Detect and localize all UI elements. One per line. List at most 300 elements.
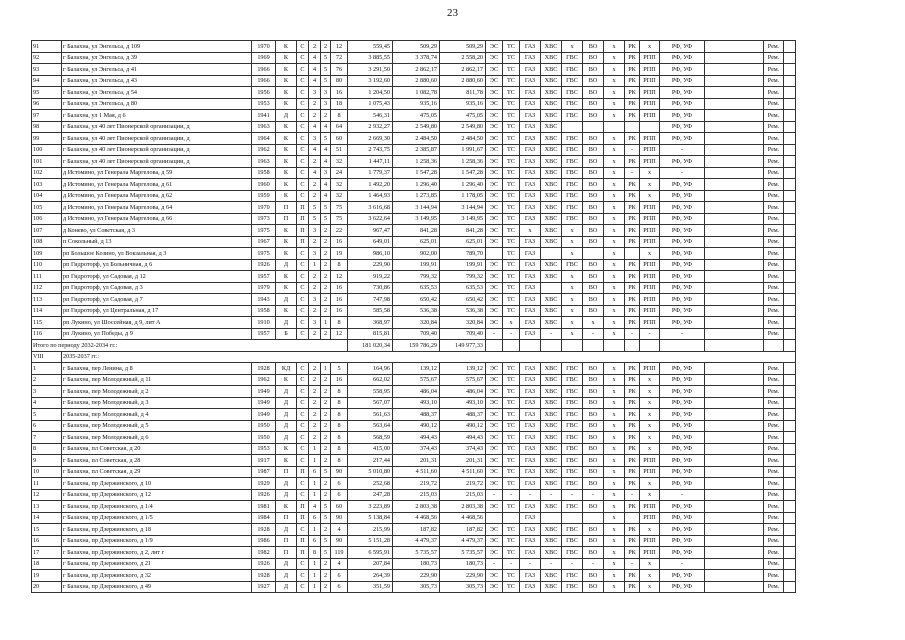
table-row bbox=[32, 75, 796, 87]
area-living-cell: 180,73 bbox=[393, 558, 440, 570]
empty-cell bbox=[705, 397, 764, 409]
area-residential-cell: 3 144,94 bbox=[440, 202, 486, 214]
utility-cell: ВО bbox=[583, 144, 604, 156]
utility-cell: ТС bbox=[503, 524, 520, 536]
utility-cell: ЭС bbox=[486, 75, 503, 87]
utility-cell: ТС bbox=[503, 570, 520, 582]
apartments-cell: 8 bbox=[331, 397, 348, 409]
utility-cell: РПП bbox=[640, 202, 660, 214]
apartments-cell: 8 bbox=[331, 409, 348, 421]
year-cell: 1926 bbox=[252, 489, 276, 501]
table-row bbox=[32, 386, 796, 398]
address-cell: г Балахна, ул Энгельса, д 54 bbox=[62, 87, 252, 99]
total-area-residential: 149 977,33 bbox=[440, 340, 486, 352]
utility-cell: ВО bbox=[583, 535, 604, 547]
area-total-cell: 5 010,80 bbox=[348, 466, 393, 478]
utility-cell: - bbox=[520, 558, 541, 570]
address-cell: г Балахна, пр Дзержинского, д 2, лит г bbox=[62, 547, 252, 559]
address-cell: д Истомино, ул Генерала Маргелова, д 61 bbox=[62, 179, 252, 191]
total-area-total: 181 020,34 bbox=[348, 340, 393, 352]
utility-cell: ГАЗ bbox=[520, 144, 541, 156]
area-total-cell: 2 932,27 bbox=[348, 121, 393, 133]
utility-cell: ГАЗ bbox=[520, 512, 541, 524]
entrances-cell: 2 bbox=[321, 282, 331, 294]
empty-cell bbox=[705, 455, 764, 467]
utility-cell: РК bbox=[625, 87, 640, 99]
utility-cell: х bbox=[640, 478, 660, 490]
utility-cell: х bbox=[604, 190, 625, 202]
empty-cell bbox=[705, 547, 764, 559]
utility-cell: ГАЗ bbox=[520, 305, 541, 317]
apartments-cell: 12 bbox=[331, 328, 348, 340]
material-cell: К bbox=[276, 156, 297, 168]
table-row bbox=[32, 225, 796, 237]
floors-cell: 5 bbox=[309, 213, 321, 225]
area-living-cell: 509,29 bbox=[393, 41, 440, 53]
area-residential-cell: 2 880,60 bbox=[440, 75, 486, 87]
apartments-cell: 18 bbox=[331, 98, 348, 110]
area-residential-cell: 4 479,37 bbox=[440, 535, 486, 547]
utility-cell: ГВС bbox=[562, 374, 583, 386]
row-number: 4 bbox=[32, 397, 62, 409]
utility-cell: ВО bbox=[583, 259, 604, 271]
year-cell: 1975 bbox=[252, 225, 276, 237]
apartments-cell: 8 bbox=[331, 259, 348, 271]
utility-cell: РК bbox=[625, 535, 640, 547]
apartments-cell: 4 bbox=[331, 524, 348, 536]
area-living-cell: 139,12 bbox=[393, 363, 440, 375]
area-residential-cell: 536,38 bbox=[440, 305, 486, 317]
entrances-cell: 1 bbox=[321, 363, 331, 375]
utility-cell: ГАЗ bbox=[520, 581, 541, 593]
apartments-cell: 72 bbox=[331, 52, 348, 64]
utility-cell: х bbox=[604, 397, 625, 409]
table-row bbox=[32, 558, 796, 570]
utility-cell: ТС bbox=[503, 236, 520, 248]
floors-cell: 2 bbox=[309, 374, 321, 386]
utility-cell: РПП bbox=[640, 64, 660, 76]
utility-cell: ГВС bbox=[562, 98, 583, 110]
material-cell: К bbox=[276, 64, 297, 76]
area-residential-cell: 490,12 bbox=[440, 420, 486, 432]
table-row bbox=[32, 133, 796, 145]
area-total-cell: 3 291,50 bbox=[348, 64, 393, 76]
utility-cell: ЭС bbox=[486, 420, 503, 432]
apartments-cell: 19 bbox=[331, 248, 348, 260]
utility-cell: ТС bbox=[503, 547, 520, 559]
area-residential-cell: 494,43 bbox=[440, 432, 486, 444]
year-cell: 1928 bbox=[252, 570, 276, 582]
year-cell: 1963 bbox=[252, 156, 276, 168]
address-cell: г Балахна, пер Ленина, д 8 bbox=[62, 363, 252, 375]
address-cell: г Балахна, ул 40 лет Пионерской организации, д bbox=[62, 133, 252, 145]
utility-cell: ГВС bbox=[562, 443, 583, 455]
utility-cell: ВО bbox=[583, 501, 604, 513]
utility-cell: ГВС bbox=[562, 581, 583, 593]
empty-cell bbox=[705, 75, 764, 87]
utility-cell: ЭС bbox=[486, 501, 503, 513]
entrances-cell: 3 bbox=[321, 87, 331, 99]
utility-cell: - bbox=[660, 144, 705, 156]
area-residential-cell: 493,10 bbox=[440, 397, 486, 409]
address-cell: рп Лукино, ул Победы, д 9 bbox=[62, 328, 252, 340]
utility-cell: ЭС bbox=[486, 144, 503, 156]
table-row bbox=[32, 41, 796, 53]
entrances-cell: 2 bbox=[321, 110, 331, 122]
empty-cell bbox=[705, 294, 764, 306]
utility-cell: ЭС bbox=[486, 547, 503, 559]
empty-cell bbox=[705, 271, 764, 283]
utility-cell: РФ, УФ bbox=[660, 409, 705, 421]
table-row bbox=[32, 432, 796, 444]
address-cell: г Балахна, пер Молодежный, д 4 bbox=[62, 409, 252, 421]
utility-cell: РК bbox=[625, 190, 640, 202]
row-number: 109 bbox=[32, 248, 62, 260]
empty-cell bbox=[784, 236, 796, 248]
utility-cell: ХВС bbox=[541, 75, 562, 87]
empty-cell bbox=[784, 294, 796, 306]
repair-type-cell: Рем. bbox=[764, 466, 784, 478]
repair-type-cell: Рем. bbox=[764, 455, 784, 467]
utility-cell: ГВС bbox=[562, 64, 583, 76]
entrances-cell: 2 bbox=[321, 41, 331, 53]
year-cell: 1966 bbox=[252, 75, 276, 87]
empty-cell bbox=[784, 213, 796, 225]
apartments-cell: 6 bbox=[331, 570, 348, 582]
utility-cell: ЭС bbox=[486, 64, 503, 76]
address-cell: г Балахна, пер Молодежный, д 3 bbox=[62, 397, 252, 409]
entrances-cell: 2 bbox=[321, 225, 331, 237]
utility-cell: ТС bbox=[503, 443, 520, 455]
utility-cell: - bbox=[503, 558, 520, 570]
area-total-cell: 986,10 bbox=[348, 248, 393, 260]
area-total-cell: 2 743,75 bbox=[348, 144, 393, 156]
area-total-cell: 1 464,93 bbox=[348, 190, 393, 202]
utility-cell: РФ, УФ bbox=[660, 294, 705, 306]
material-cell: Д bbox=[276, 558, 297, 570]
address-cell: г Балахна, пр Дзержинского, д 1/5 bbox=[62, 512, 252, 524]
utility-cell: ГАЗ bbox=[520, 374, 541, 386]
material-cell: Д bbox=[276, 397, 297, 409]
utility-cell: ГВС bbox=[562, 466, 583, 478]
utility-cell: ВО bbox=[583, 294, 604, 306]
area-residential-cell: 305,73 bbox=[440, 581, 486, 593]
utility-cell: х bbox=[604, 581, 625, 593]
apartments-cell: 75 bbox=[331, 202, 348, 214]
row-number: 115 bbox=[32, 317, 62, 329]
entrances-cell: 2 bbox=[321, 305, 331, 317]
utility-cell: ТС bbox=[503, 225, 520, 237]
apartments-cell: 60 bbox=[331, 133, 348, 145]
area-living-cell: 201,31 bbox=[393, 455, 440, 467]
area-total-cell: 1 779,37 bbox=[348, 167, 393, 179]
floors-cell: 2 bbox=[309, 156, 321, 168]
year-cell: 1929 bbox=[252, 478, 276, 490]
utility-cell: х bbox=[583, 317, 604, 329]
utility-cell: РФ, УФ bbox=[660, 213, 705, 225]
utility-cell: ВО bbox=[583, 133, 604, 145]
floors-cell: 2 bbox=[309, 386, 321, 398]
area-residential-cell: 2 549,80 bbox=[440, 121, 486, 133]
wall-cell: П bbox=[297, 236, 309, 248]
material-cell: К bbox=[276, 282, 297, 294]
apartments-cell: 8 bbox=[331, 386, 348, 398]
total-area-living: 159 786,29 bbox=[393, 340, 440, 352]
utility-cell: ХВС bbox=[541, 121, 562, 133]
wall-cell: С bbox=[297, 271, 309, 283]
apartments-cell: 32 bbox=[331, 190, 348, 202]
utility-cell: х bbox=[604, 282, 625, 294]
area-total-cell: 1 447,11 bbox=[348, 156, 393, 168]
area-living-cell: 305,73 bbox=[393, 581, 440, 593]
utility-cell: х bbox=[604, 489, 625, 501]
entrances-cell: 4 bbox=[321, 179, 331, 191]
repair-type-cell: Рем. bbox=[764, 501, 784, 513]
utility-cell: ТС bbox=[503, 305, 520, 317]
utility-cell: ВО bbox=[583, 570, 604, 582]
empty-cell bbox=[784, 305, 796, 317]
utility-cell: ЭС bbox=[486, 133, 503, 145]
empty-cell bbox=[705, 420, 764, 432]
utility-cell: ТС bbox=[503, 466, 520, 478]
utility-cell: ХВС bbox=[541, 305, 562, 317]
area-living-cell: 650,42 bbox=[393, 294, 440, 306]
year-cell: 1917 bbox=[252, 455, 276, 467]
area-living-cell: 841,28 bbox=[393, 225, 440, 237]
utility-cell: х bbox=[604, 98, 625, 110]
area-living-cell: 2 880,60 bbox=[393, 75, 440, 87]
empty-cell bbox=[705, 478, 764, 490]
address-cell: г Балахна, ул Энгельса, д 43 bbox=[62, 75, 252, 87]
utility-cell: РФ, УФ bbox=[660, 581, 705, 593]
row-number: 99 bbox=[32, 133, 62, 145]
utility-cell: ГАЗ bbox=[520, 397, 541, 409]
empty-cell bbox=[705, 305, 764, 317]
utility-cell: ГАЗ bbox=[520, 535, 541, 547]
empty-cell bbox=[784, 512, 796, 524]
area-total-cell: 815,81 bbox=[348, 328, 393, 340]
utility-cell: х bbox=[562, 41, 583, 53]
table-row bbox=[32, 213, 796, 225]
utility-cell: РПП bbox=[640, 294, 660, 306]
empty-cell bbox=[784, 489, 796, 501]
entrances-cell: 5 bbox=[321, 535, 331, 547]
address-cell: рп Гидроторф, ул Садовая, д 3 bbox=[62, 282, 252, 294]
row-number: 103 bbox=[32, 179, 62, 191]
utility-cell: х bbox=[604, 328, 625, 340]
floors-cell: 1 bbox=[309, 489, 321, 501]
utility-cell: ВО bbox=[583, 87, 604, 99]
floors-cell: 2 bbox=[309, 236, 321, 248]
empty-cell bbox=[640, 340, 660, 352]
floors-cell: 6 bbox=[309, 535, 321, 547]
entrances-cell: 4 bbox=[321, 190, 331, 202]
utility-cell: ГВС bbox=[562, 397, 583, 409]
year-cell: 1984 bbox=[252, 512, 276, 524]
area-total-cell: 563,64 bbox=[348, 420, 393, 432]
floors-cell: 2 bbox=[309, 328, 321, 340]
repair-type-cell: Рем. bbox=[764, 64, 784, 76]
utility-cell: ГВС bbox=[562, 501, 583, 513]
floors-cell: 2 bbox=[309, 420, 321, 432]
utility-cell: РК bbox=[625, 317, 640, 329]
utility-cell: ГАЗ bbox=[520, 98, 541, 110]
wall-cell: С bbox=[297, 581, 309, 593]
utility-cell: х bbox=[562, 225, 583, 237]
utility-cell: ГВС bbox=[562, 144, 583, 156]
material-cell: К bbox=[276, 133, 297, 145]
area-residential-cell: 1 296,40 bbox=[440, 179, 486, 191]
year-cell: 1970 bbox=[252, 41, 276, 53]
section-row bbox=[32, 351, 796, 363]
row-number: 1 bbox=[32, 363, 62, 375]
area-living-cell: 3 144,94 bbox=[393, 202, 440, 214]
row-number: 10 bbox=[32, 466, 62, 478]
utility-cell bbox=[503, 512, 520, 524]
utility-cell: ТС bbox=[503, 581, 520, 593]
utility-cell: ТС bbox=[503, 121, 520, 133]
section-label: 2035-2037 гг.: bbox=[62, 351, 796, 363]
utility-cell: ВО bbox=[583, 190, 604, 202]
utility-cell: РК bbox=[625, 386, 640, 398]
year-cell: 1956 bbox=[252, 87, 276, 99]
apartments-cell: 4 bbox=[331, 558, 348, 570]
year-cell: 1966 bbox=[252, 64, 276, 76]
floors-cell: 4 bbox=[309, 167, 321, 179]
entrances-cell: 2 bbox=[321, 271, 331, 283]
utility-cell: х bbox=[562, 248, 583, 260]
floors-cell: 2 bbox=[309, 190, 321, 202]
empty-cell bbox=[486, 340, 503, 352]
utility-cell: - bbox=[640, 328, 660, 340]
address-cell: г Балахна, ул Энгельса, д 39 bbox=[62, 52, 252, 64]
area-total-cell: 559,45 bbox=[348, 41, 393, 53]
utility-cell: ЭС bbox=[486, 409, 503, 421]
material-cell: К bbox=[276, 179, 297, 191]
empty-cell bbox=[705, 501, 764, 513]
floors-cell: 2 bbox=[309, 110, 321, 122]
empty-cell bbox=[705, 340, 764, 352]
utility-cell: ГВС bbox=[562, 133, 583, 145]
wall-cell: С bbox=[297, 420, 309, 432]
utility-cell: РК bbox=[625, 524, 640, 536]
table-row bbox=[32, 282, 796, 294]
area-residential-cell: 2 558,20 bbox=[440, 52, 486, 64]
area-living-cell: 486,04 bbox=[393, 386, 440, 398]
area-residential-cell: 841,28 bbox=[440, 225, 486, 237]
material-cell: К bbox=[276, 144, 297, 156]
empty-cell bbox=[784, 466, 796, 478]
utility-cell: РФ, УФ bbox=[660, 271, 705, 283]
area-residential-cell: 650,42 bbox=[440, 294, 486, 306]
floors-cell: 4 bbox=[309, 52, 321, 64]
entrances-cell: 3 bbox=[321, 167, 331, 179]
utility-cell: ГАЗ bbox=[520, 420, 541, 432]
repair-type-cell: Рем. bbox=[764, 167, 784, 179]
utility-cell: РФ, УФ bbox=[660, 179, 705, 191]
utility-cell: ЭС bbox=[486, 98, 503, 110]
floors-cell: 4 bbox=[309, 144, 321, 156]
utility-cell: ХВС bbox=[541, 87, 562, 99]
empty-cell bbox=[705, 535, 764, 547]
empty-cell bbox=[583, 340, 604, 352]
utility-cell: РПП bbox=[640, 236, 660, 248]
area-living-cell: 374,43 bbox=[393, 443, 440, 455]
utility-cell: ТС bbox=[503, 374, 520, 386]
utility-cell: - bbox=[625, 167, 640, 179]
material-cell: К bbox=[276, 52, 297, 64]
table-row bbox=[32, 512, 796, 524]
table-row bbox=[32, 570, 796, 582]
year-cell: 1949 bbox=[252, 409, 276, 421]
address-cell: г Балахна, ул Энгельса, д 80 bbox=[62, 98, 252, 110]
utility-cell: ВО bbox=[583, 167, 604, 179]
repair-type-cell: Рем. bbox=[764, 420, 784, 432]
table-row bbox=[32, 581, 796, 593]
utility-cell: ВО bbox=[583, 478, 604, 490]
utility-cell: - bbox=[583, 328, 604, 340]
utility-cell: ТС bbox=[503, 98, 520, 110]
entrances-cell: 2 bbox=[321, 478, 331, 490]
utility-cell: ВО bbox=[583, 581, 604, 593]
address-cell: г Балахна, ул 1 Мая, д 6 bbox=[62, 110, 252, 122]
wall-cell: С bbox=[297, 156, 309, 168]
entrances-cell: 1 bbox=[321, 317, 331, 329]
utility-cell: ЭС bbox=[486, 294, 503, 306]
utility-cell: - bbox=[486, 489, 503, 501]
utility-cell: ЭС bbox=[486, 179, 503, 191]
utility-cell: ЭС bbox=[486, 190, 503, 202]
entrances-cell: 2 bbox=[321, 432, 331, 444]
area-residential-cell: 488,37 bbox=[440, 409, 486, 421]
utility-cell: РФ, УФ bbox=[660, 87, 705, 99]
repair-type-cell: Рем. bbox=[764, 386, 784, 398]
address-cell: рп Гидроторф, ул Садовая, д 7 bbox=[62, 294, 252, 306]
utility-cell bbox=[541, 512, 562, 524]
floors-cell: 2 bbox=[309, 41, 321, 53]
utility-cell: РК bbox=[625, 225, 640, 237]
utility-cell: ВО bbox=[583, 386, 604, 398]
utility-cell: ВО bbox=[583, 547, 604, 559]
utility-cell: РФ, УФ bbox=[660, 432, 705, 444]
utility-cell: РК bbox=[625, 409, 640, 421]
empty-cell bbox=[784, 121, 796, 133]
floors-cell: 3 bbox=[309, 248, 321, 260]
row-number: 110 bbox=[32, 259, 62, 271]
apartments-cell: 119 bbox=[331, 547, 348, 559]
utility-cell: ВО bbox=[583, 179, 604, 191]
utility-cell: х bbox=[604, 432, 625, 444]
utility-cell: ХВС bbox=[541, 133, 562, 145]
apartments-cell: 8 bbox=[331, 443, 348, 455]
table-row bbox=[32, 110, 796, 122]
material-cell: П bbox=[276, 213, 297, 225]
utility-cell bbox=[541, 282, 562, 294]
empty-cell bbox=[705, 167, 764, 179]
utility-cell: ГАЗ bbox=[520, 317, 541, 329]
empty-cell bbox=[705, 144, 764, 156]
floors-cell: 1 bbox=[309, 455, 321, 467]
area-residential-cell: 1 178,05 bbox=[440, 190, 486, 202]
material-cell: Д bbox=[276, 317, 297, 329]
empty-cell bbox=[705, 225, 764, 237]
wall-cell: С bbox=[297, 110, 309, 122]
utility-cell: х bbox=[640, 190, 660, 202]
utility-cell: ХВС bbox=[541, 581, 562, 593]
row-number: 95 bbox=[32, 87, 62, 99]
utility-cell: ТС bbox=[503, 52, 520, 64]
utility-cell: х bbox=[604, 455, 625, 467]
